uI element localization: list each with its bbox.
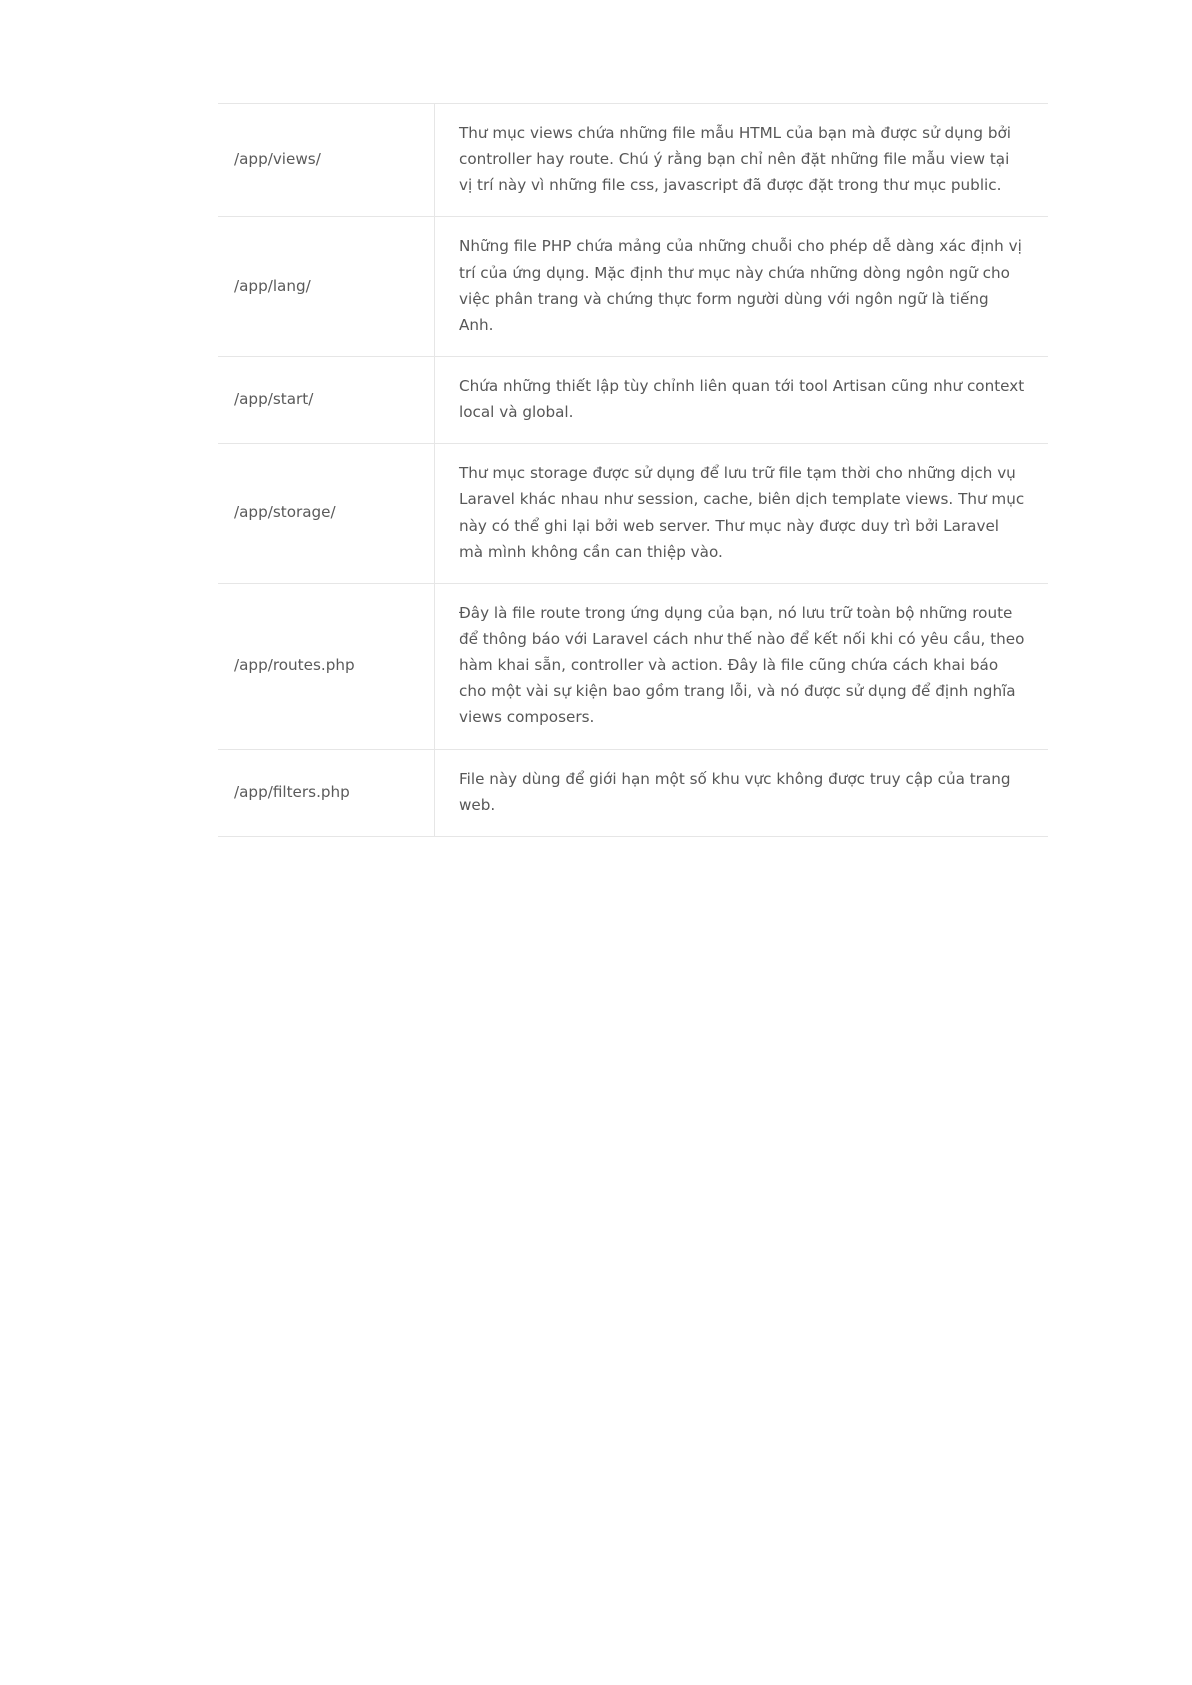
table-row xyxy=(218,583,1048,749)
table-cell-path: /app/views/ xyxy=(218,104,435,217)
table-cell-path: /app/start/ xyxy=(218,356,435,443)
directory-structure-table xyxy=(218,103,1048,837)
table-cell-description: File này dùng để giới hạn một số khu vực không được truy cập của trang web. xyxy=(459,769,1011,814)
table-row xyxy=(218,104,1048,217)
table-cell-path: /app/filters.php xyxy=(218,749,435,836)
table-row xyxy=(218,749,1048,836)
table-row xyxy=(218,356,1048,443)
table-cell-description: Đây là file route trong ứng dụng của bạn, nó lưu trữ toàn bộ những route để thông báo với Laravel cách như thế nào để kết nối khi có yêu cầu, theo hàm khai sẵn, controller và action. Đây là file cũng chứa cách khai báo cho một vài sự kiện bao gồm trang lỗi, và nó được sử dụng để định nghĩa views composers. xyxy=(459,603,1025,727)
table-cell-path: /app/lang/ xyxy=(218,217,435,357)
table-cell-path: /app/storage/ xyxy=(218,444,435,584)
table-cell-description: Thư mục views chứa những file mẫu HTML của bạn mà được sử dụng bởi controller hay route. Chú ý rằng bạn chỉ nên đặt những file mẫu view tại vị trí này vì những file css, javascript đã được đặt trong thư mục public. xyxy=(459,124,1012,195)
table-cell-description: Thư mục storage được sử dụng để lưu trữ file tạm thời cho những dịch vụ Laravel khác nhau như session, cache, biên dịch template views. Thư mục này có thể ghi lại bởi web server. Thư mục này được duy trì bởi Laravel mà mình không cần can thiệp vào. xyxy=(459,464,1025,561)
table-row xyxy=(218,444,1048,584)
table-cell-description: Chứa những thiết lập tùy chỉnh liên quan tới tool Artisan cũng như context local và global. xyxy=(459,376,1025,422)
table-cell-path: /app/routes.php xyxy=(218,583,435,749)
table-row xyxy=(218,217,1048,357)
table-body xyxy=(218,104,1048,837)
table-cell-description: Những file PHP chứa mảng của những chuỗi cho phép dễ dàng xác định vị trí của ứng dụng. Mặc định thư mục này chứa những dòng ngôn ngữ cho việc phân trang và chứng thực form người dùng với ngôn ngữ là tiếng Anh. xyxy=(459,237,1022,334)
